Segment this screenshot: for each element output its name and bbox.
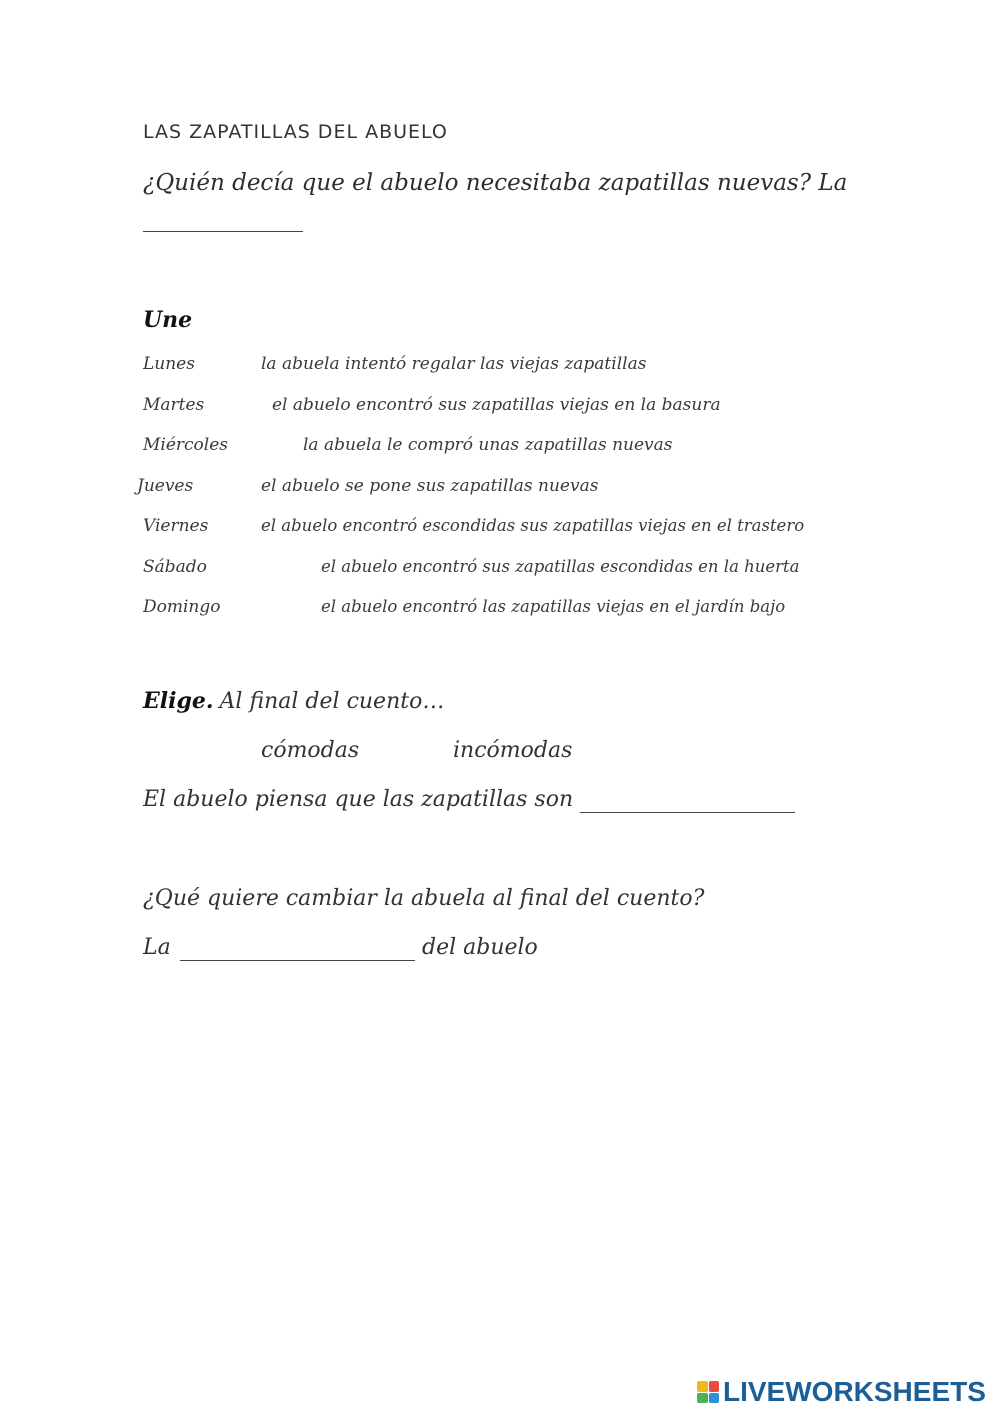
choose-line	[143, 688, 444, 714]
choose-heading: Elige.	[143, 688, 214, 714]
matching-phrase-1[interactable]: la abuela intentó regalar las viejas zapatillas	[261, 354, 647, 374]
matching-day-domingo[interactable]: Domingo	[143, 597, 221, 617]
matching-day-sabado[interactable]: Sábado	[143, 557, 207, 577]
matching-day-viernes[interactable]: Viernes	[143, 516, 209, 536]
brand-text: LIVEWORKSHEETS	[723, 1376, 986, 1407]
answer-prefix: La	[143, 935, 171, 960]
answer-blank-1[interactable]	[143, 230, 303, 232]
choose-sentence: El abuelo piensa que las zapatillas son	[143, 787, 574, 812]
answer-suffix: del abuelo	[422, 935, 538, 960]
matching-day-martes[interactable]: Martes	[143, 395, 205, 415]
matching-phrase-2[interactable]: el abuelo encontró sus zapatillas viejas en la basura	[272, 395, 721, 415]
choice-option-incomodas[interactable]: incómodas	[453, 738, 573, 763]
matching-phrase-7[interactable]: el abuelo encontró las zapatillas viejas en el jardín bajo	[321, 597, 786, 616]
choice-option-comodas[interactable]: cómodas	[261, 738, 360, 763]
matching-day-lunes[interactable]: Lunes	[143, 354, 195, 374]
matching-phrase-4[interactable]: el abuelo se pone sus zapatillas nuevas	[261, 476, 599, 496]
matching-day-miercoles[interactable]: Miércoles	[143, 435, 229, 455]
footer-brand[interactable]	[697, 1378, 986, 1406]
choose-intro: Al final del cuento…	[219, 689, 445, 714]
matching-phrase-5[interactable]: el abuelo encontró escondidas sus zapatillas viejas en el trastero	[261, 516, 805, 535]
page-title: LAS ZAPATILLAS DEL ABUELO	[143, 121, 448, 143]
matching-phrase-3[interactable]: la abuela le compró unas zapatillas nuevas	[303, 435, 673, 455]
answer-blank-3[interactable]	[180, 959, 415, 961]
matching-phrase-6[interactable]: el abuelo encontró sus zapatillas escondidas en la huerta	[321, 557, 800, 576]
question-1: ¿Quién decía que el abuelo necesitaba zapatillas nuevas? La	[143, 170, 848, 196]
liveworksheets-logo-icon	[697, 1381, 719, 1403]
matching-day-jueves[interactable]: Jueves	[137, 476, 194, 496]
matching-heading: Une	[143, 307, 193, 333]
question-3: ¿Qué quiere cambiar la abuela al final del cuento?	[143, 886, 705, 911]
answer-blank-2[interactable]	[580, 811, 795, 813]
